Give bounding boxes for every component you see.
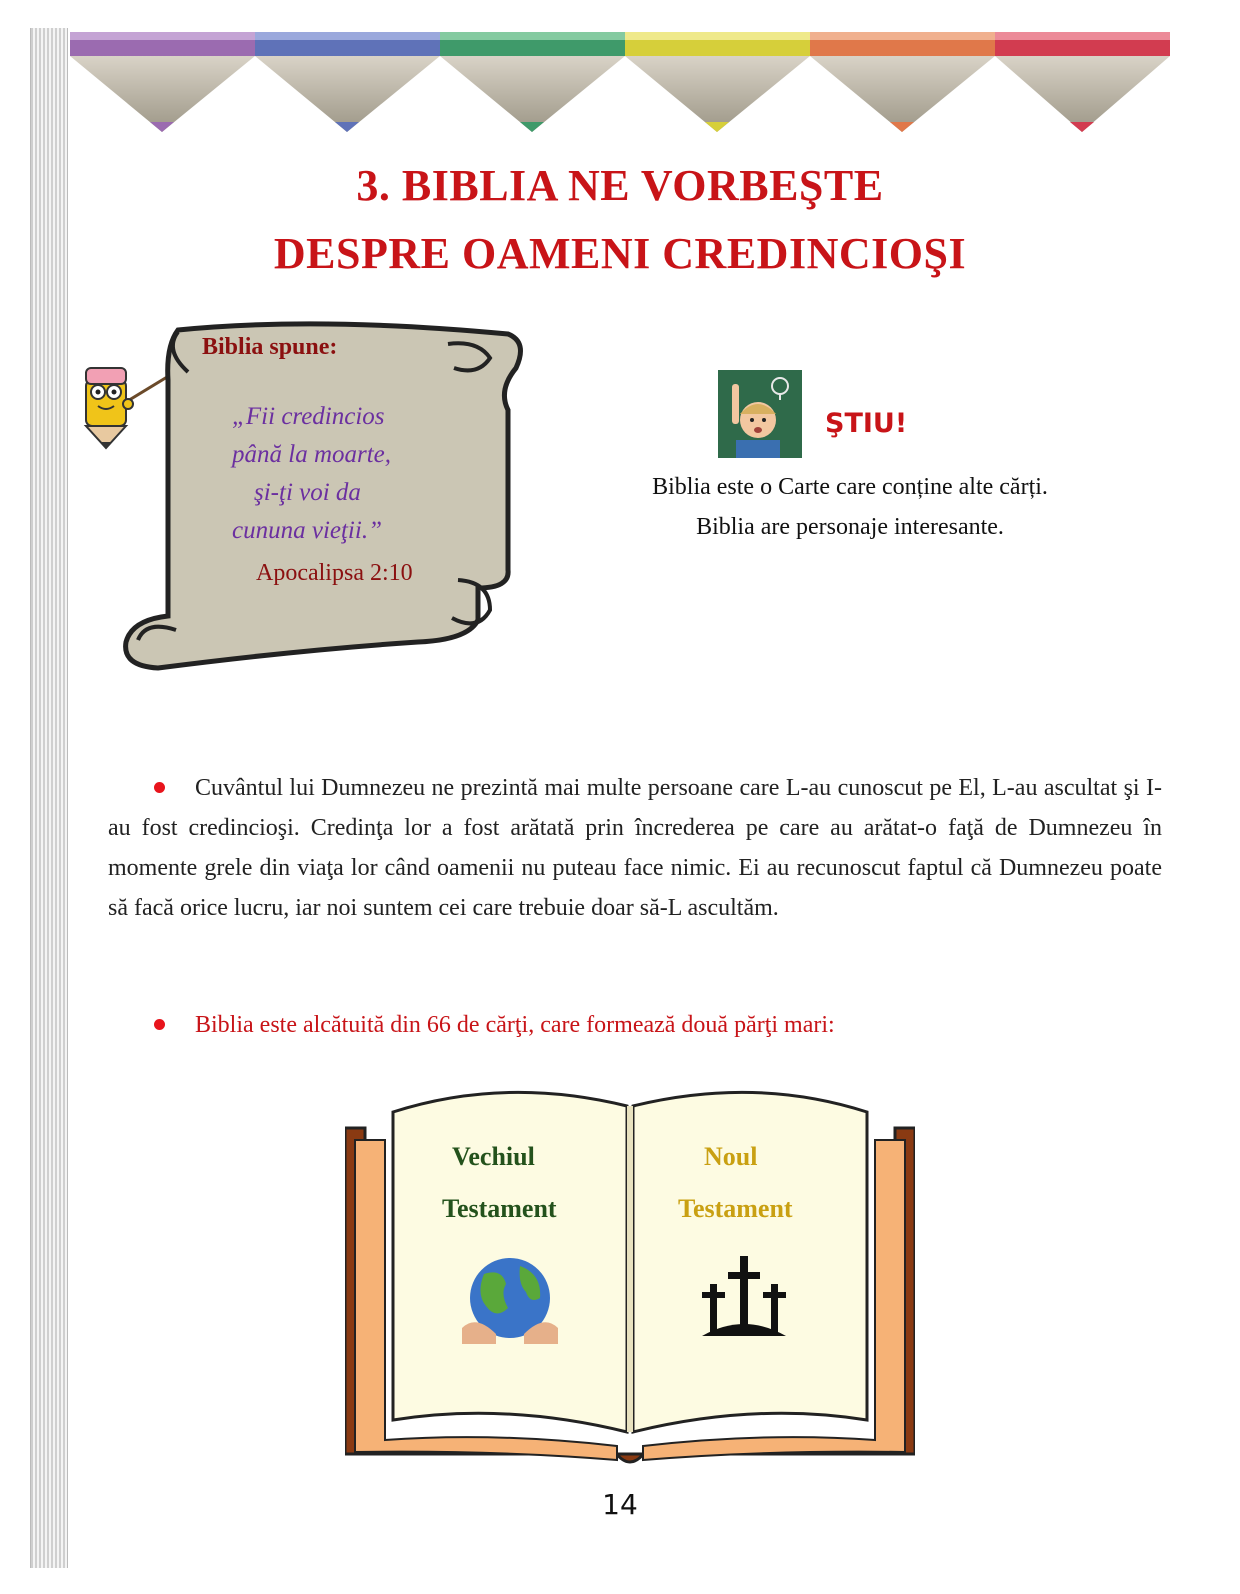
know-line: Biblia este o Carte care conține alte cărți. xyxy=(652,474,1048,500)
open-bible-illustration xyxy=(345,1080,915,1480)
know-heading: ŞTIU! xyxy=(825,408,908,439)
verse-line: „Fii credincios xyxy=(232,403,385,430)
old-testament-label-2: Testament xyxy=(442,1194,557,1223)
page-title-line-1: 3. BIBLIA NE VORBEŞTE xyxy=(356,161,884,210)
globe-icon xyxy=(456,1254,564,1344)
bullet-icon xyxy=(154,1019,165,1030)
verse-line: cununa vieţii.” xyxy=(232,517,382,544)
verse-line: şi-ţi voi da xyxy=(254,479,361,506)
paragraph-faithful-people xyxy=(108,768,1162,928)
verse-reference: Apocalipsa 2:10 xyxy=(256,560,413,586)
new-testament-label-2: Testament xyxy=(678,1194,793,1223)
verse-line: până la moarte, xyxy=(232,441,392,468)
old-testament-label-1: Vechiul xyxy=(452,1142,535,1171)
scroll-label: Biblia spune: xyxy=(202,334,338,360)
bible-verse xyxy=(232,398,391,550)
new-testament-label-1: Noul xyxy=(704,1142,758,1171)
colored-pencils-banner xyxy=(70,28,1170,138)
know-line: Biblia are personaje interesante. xyxy=(696,514,1004,540)
paragraph-text: Cuvântul lui Dumnezeu ne prezintă mai multe persoane care L-au cunoscut pe El, L-au ascultat şi I-au fost credincioşi. Credinţa lor a fost arătată prin încrederea pe care au arătat-o faţă de Dumnezeu în momente grele din viaţa lor când oamenii nu puteau face nimic. Ei au recunoscut faptul că Dumnezeu poate să facă orice lucru, iar noi suntem cei care trebuie doar să-L ascultăm. xyxy=(108,775,1162,921)
paragraph-bible-books xyxy=(108,1012,835,1039)
bullet-icon xyxy=(154,782,165,793)
child-idea-photo-icon xyxy=(718,370,802,458)
page-number: 14 xyxy=(602,1488,638,1521)
three-crosses-icon xyxy=(698,1252,790,1338)
paragraph-text: Biblia este alcătuită din 66 de cărţi, care formează două părţi mari: xyxy=(195,1012,835,1038)
page-title-line-2: DESPRE OAMENI CREDINCIOŞI xyxy=(273,229,967,278)
